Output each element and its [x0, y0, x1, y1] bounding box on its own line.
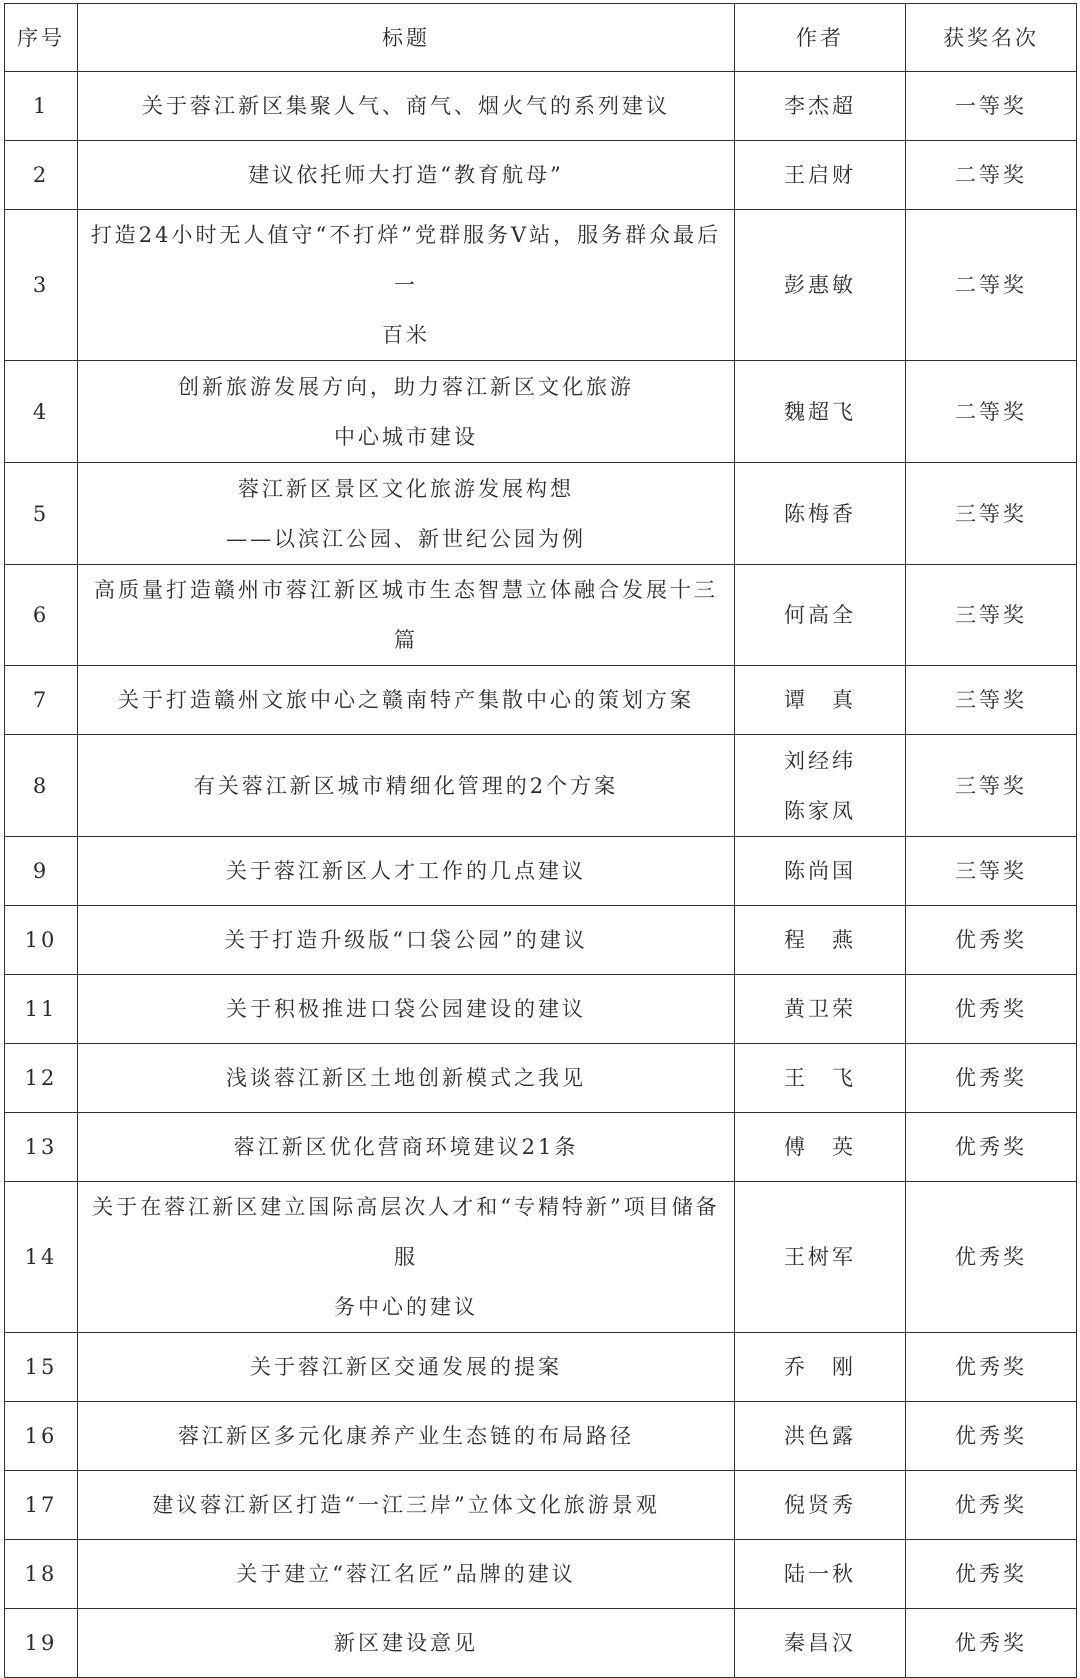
table-row: [5, 565, 1077, 666]
cell-author: [735, 1113, 906, 1182]
cell-seq: 13: [5, 1113, 78, 1182]
table-row: [5, 361, 1077, 463]
author-name: 秦昌汉: [784, 1631, 856, 1655]
title-line: 蓉江新区优化营商环境建议21条: [233, 1135, 579, 1159]
cell-title: [78, 906, 735, 975]
author-name: 何高全: [784, 603, 856, 627]
cell-award: 三等奖: [906, 666, 1077, 735]
cell-author: [735, 735, 906, 837]
cell-author: [735, 975, 906, 1044]
title-line: 关于蓉江新区人才工作的几点建议: [226, 859, 586, 883]
title-line: 浅谈蓉江新区土地创新模式之我见: [226, 1066, 586, 1090]
author-name: 魏超飞: [784, 399, 856, 424]
author-name: 谭 真: [784, 688, 856, 712]
cell-seq: 17: [5, 1471, 78, 1540]
table-row: [5, 1471, 1077, 1540]
cell-title: [78, 1044, 735, 1113]
cell-title: [78, 666, 735, 735]
cell-award: 优秀奖: [906, 1182, 1077, 1333]
award-list-table: [4, 3, 1077, 1678]
cell-seq: 9: [5, 837, 78, 906]
cell-title: [78, 361, 735, 463]
cell-seq: 14: [5, 1182, 78, 1333]
header-author: 作者: [735, 4, 906, 72]
cell-title: [78, 1540, 735, 1609]
table-row: [5, 735, 1077, 837]
table-row: [5, 975, 1077, 1044]
cell-title: [78, 1471, 735, 1540]
header-row: [5, 4, 1077, 72]
header-title: 标题: [78, 4, 735, 72]
cell-award: 三等奖: [906, 565, 1077, 666]
author-name: 程 燕: [784, 928, 856, 952]
cell-author: [735, 1044, 906, 1113]
cell-title: [78, 1402, 735, 1471]
title-line: 蓉江新区景区文化旅游发展构想: [238, 476, 574, 501]
cell-seq: 1: [5, 72, 78, 141]
cell-title: [78, 210, 735, 361]
cell-author: [735, 463, 906, 565]
author-name: 陈家凤: [784, 798, 856, 823]
cell-title: [78, 463, 735, 565]
cell-author: [735, 361, 906, 463]
cell-title: [78, 1182, 735, 1333]
cell-award: 一等奖: [906, 72, 1077, 141]
title-line: 有关蓉江新区城市精细化管理的2个方案: [193, 773, 619, 798]
cell-award: 二等奖: [906, 141, 1077, 210]
cell-award: 优秀奖: [906, 906, 1077, 975]
title-line: 高质量打造赣州市蓉江新区城市生态智慧立体融合发展十三篇: [94, 578, 718, 652]
cell-author: [735, 837, 906, 906]
title-line: 中心城市建设: [334, 424, 478, 449]
cell-title: [78, 837, 735, 906]
title-line: 关于蓉江新区集聚人气、商气、烟火气的系列建议: [142, 94, 670, 118]
table-row: [5, 210, 1077, 361]
table-row: [5, 837, 1077, 906]
author-name: 洪色露: [784, 1424, 856, 1448]
cell-title: [78, 1113, 735, 1182]
cell-title: [78, 1333, 735, 1402]
title-line: 关于打造赣州文旅中心之赣南特产集散中心的策划方案: [118, 688, 694, 712]
cell-title: [78, 72, 735, 141]
cell-title: [78, 1609, 735, 1678]
cell-seq: 7: [5, 666, 78, 735]
cell-seq: 16: [5, 1402, 78, 1471]
cell-author: [735, 1182, 906, 1333]
title-line: 建议依托师大打造“教育航母”: [248, 163, 564, 187]
cell-seq: 4: [5, 361, 78, 463]
cell-award: 三等奖: [906, 463, 1077, 565]
author-name: 倪贤秀: [784, 1493, 856, 1517]
table-row: [5, 141, 1077, 210]
title-line: 关于积极推进口袋公园建设的建议: [226, 997, 586, 1021]
title-line: 关于蓉江新区交通发展的提案: [250, 1355, 562, 1379]
cell-award: 二等奖: [906, 210, 1077, 361]
cell-title: [78, 565, 735, 666]
author-name: 陈梅香: [784, 501, 856, 526]
table-row: [5, 1609, 1077, 1678]
title-line: 关于在蓉江新区建立国际高层次人才和“专精特新”项目储备服: [92, 1195, 720, 1269]
title-line: 创新旅游发展方向，助力蓉江新区文化旅游: [178, 374, 634, 399]
cell-award: 优秀奖: [906, 975, 1077, 1044]
author-name: 王启财: [784, 163, 856, 187]
author-name: 陈尚国: [784, 859, 856, 883]
title-line: 蓉江新区多元化康养产业生态链的布局路径: [178, 1424, 634, 1448]
cell-award: 三等奖: [906, 735, 1077, 837]
cell-author: [735, 141, 906, 210]
table-header: [5, 4, 1077, 72]
cell-author: [735, 1609, 906, 1678]
table-row: [5, 1540, 1077, 1609]
cell-seq: 18: [5, 1540, 78, 1609]
cell-award: 优秀奖: [906, 1402, 1077, 1471]
table-row: [5, 1182, 1077, 1333]
title-line: 建议蓉江新区打造“一江三岸”立体文化旅游景观: [152, 1493, 660, 1517]
author-name: 李杰超: [784, 94, 856, 118]
table-row: [5, 906, 1077, 975]
cell-seq: 3: [5, 210, 78, 361]
cell-award: 二等奖: [906, 361, 1077, 463]
author-name: 刘经纬: [784, 748, 856, 773]
cell-title: [78, 735, 735, 837]
table-row: [5, 666, 1077, 735]
author-name: 彭惠敏: [784, 273, 856, 297]
author-name: 王 飞: [784, 1066, 856, 1090]
title-line: 百米: [382, 323, 430, 347]
table-body: [5, 72, 1077, 1678]
cell-author: [735, 565, 906, 666]
cell-seq: 5: [5, 463, 78, 565]
table-row: [5, 72, 1077, 141]
cell-author: [735, 1333, 906, 1402]
cell-award: 三等奖: [906, 837, 1077, 906]
cell-title: [78, 975, 735, 1044]
title-line: 务中心的建议: [334, 1295, 478, 1319]
table-row: [5, 463, 1077, 565]
cell-seq: 6: [5, 565, 78, 666]
cell-author: [735, 1540, 906, 1609]
header-seq: 序号: [5, 4, 78, 72]
cell-title: [78, 141, 735, 210]
cell-author: [735, 906, 906, 975]
title-line: 关于建立“蓉江名匠”品牌的建议: [236, 1562, 576, 1586]
cell-author: [735, 1471, 906, 1540]
cell-award: 优秀奖: [906, 1113, 1077, 1182]
table-row: [5, 1044, 1077, 1113]
title-line: 打造24小时无人值守“不打烊”党群服务V站，服务群众最后一: [90, 223, 722, 297]
cell-award: 优秀奖: [906, 1609, 1077, 1678]
cell-seq: 8: [5, 735, 78, 837]
table-row: [5, 1113, 1077, 1182]
title-line: ——以滨江公园、新世纪公园为例: [226, 526, 586, 551]
author-name: 王树军: [784, 1245, 856, 1269]
cell-author: [735, 210, 906, 361]
title-line: 新区建设意见: [334, 1631, 478, 1655]
cell-seq: 12: [5, 1044, 78, 1113]
cell-award: 优秀奖: [906, 1044, 1077, 1113]
author-name: 黄卫荣: [784, 997, 856, 1021]
cell-award: 优秀奖: [906, 1333, 1077, 1402]
header-award: 获奖名次: [906, 4, 1077, 72]
author-name: 傅 英: [784, 1135, 856, 1159]
table-row: [5, 1402, 1077, 1471]
cell-author: [735, 72, 906, 141]
title-line: 关于打造升级版“口袋公园”的建议: [224, 928, 588, 952]
cell-seq: 2: [5, 141, 78, 210]
author-name: 乔 刚: [784, 1355, 856, 1379]
table-row: [5, 1333, 1077, 1402]
author-name: 陆一秋: [784, 1562, 856, 1586]
cell-seq: 10: [5, 906, 78, 975]
cell-seq: 15: [5, 1333, 78, 1402]
cell-author: [735, 1402, 906, 1471]
cell-seq: 11: [5, 975, 78, 1044]
cell-author: [735, 666, 906, 735]
cell-award: 优秀奖: [906, 1540, 1077, 1609]
cell-seq: 19: [5, 1609, 78, 1678]
cell-award: 优秀奖: [906, 1471, 1077, 1540]
